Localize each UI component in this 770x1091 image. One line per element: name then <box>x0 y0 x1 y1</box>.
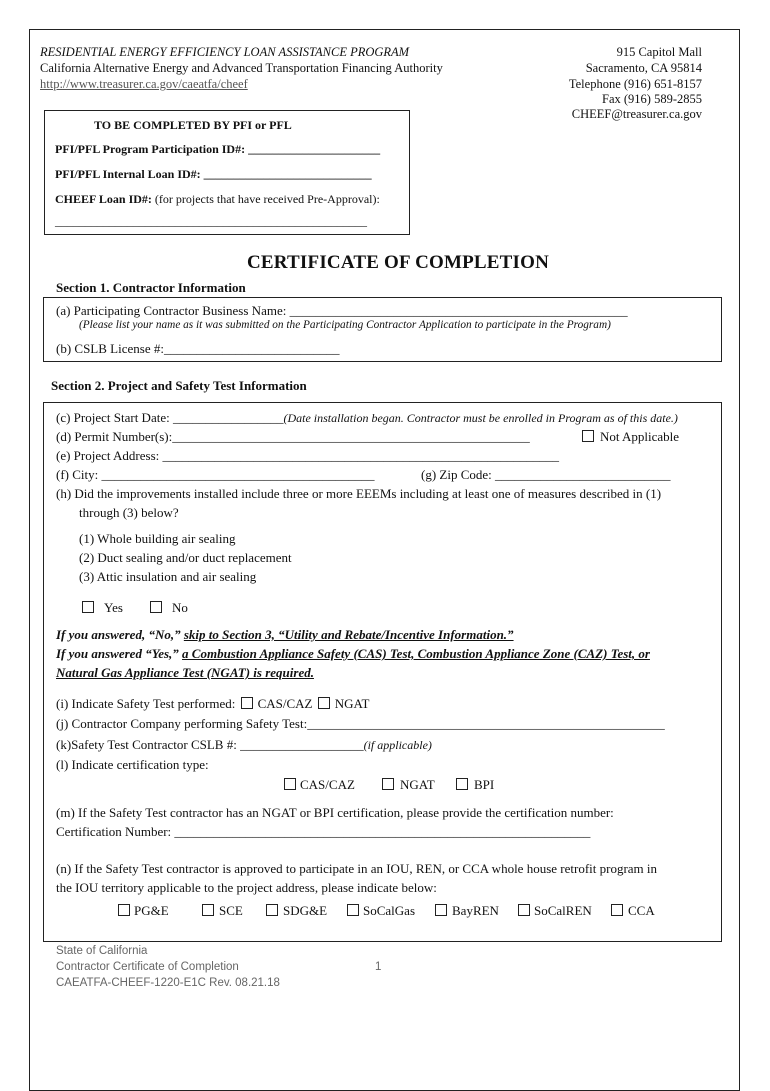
program-pge-option[interactable] <box>118 903 169 919</box>
no-option[interactable] <box>150 600 188 616</box>
safety-test-cslb-label: (k)Safety Test Contractor CSLB #: ___________________ <box>56 737 364 752</box>
program-question-line1: (n) If the Safety Test contractor is approved to participate in an IOU, REN, or CCA whole house retrofit program in <box>56 861 658 876</box>
measure-3: (3) Attic insulation and air sealing <box>79 569 257 584</box>
safety-test-cslb-note: (if applicable) <box>363 738 432 752</box>
program-pge-label: PG&E <box>134 903 169 918</box>
program-sdge-option[interactable] <box>266 903 327 919</box>
program-bayren-label: BayREN <box>452 903 499 918</box>
certification-type-label: (l) Indicate certification type: <box>56 757 209 772</box>
program-cca-label: CCA <box>628 903 655 918</box>
footer-form-code: CAEATFA-CHEEF-1220-E1C Rev. 08.21.18 <box>56 977 280 989</box>
cas-caz-label: CAS/CAZ <box>257 696 313 711</box>
program-sce-option[interactable] <box>202 903 243 919</box>
program-sdge-checkbox[interactable] <box>266 904 278 916</box>
if-no-instruction <box>56 627 514 643</box>
project-address-field[interactable]: (e) Project Address: _____________________________________________________________ <box>56 448 560 463</box>
footer-state: State of California <box>56 945 148 957</box>
project-start-date-note: (Date installation began. Contractor must be enrolled in Program as of this date.) <box>283 411 678 425</box>
project-start-date-field[interactable] <box>56 410 678 426</box>
if-yes-instruction-line2: Natural Gas Appliance Test (NGAT) is required. <box>56 665 314 680</box>
permit-number-field[interactable]: (d) Permit Number(s):_______________________________________________________ <box>56 429 530 444</box>
program-socalren-option[interactable] <box>518 903 592 919</box>
page-title: CERTIFICATE OF COMPLETION <box>247 252 550 273</box>
cert-bpi-label: BPI <box>474 777 495 792</box>
program-socalgas-option[interactable] <box>347 903 415 919</box>
if-yes-text: a Combustion Appliance Safety (CAS) Test, Combustion Appliance Zone (CAZ) Test, or <box>182 646 650 661</box>
contractor-business-name-field[interactable]: (a) Participating Contractor Business Name: ____________________________________________________ <box>56 303 628 318</box>
project-start-date-label: (c) Project Start Date: _________________ <box>56 410 284 425</box>
program-socalren-checkbox[interactable] <box>518 904 530 916</box>
no-label: No <box>172 600 188 615</box>
cheef-loan-id-note: (for projects that have received Pre-Approval): <box>151 192 380 206</box>
pfi-box-title: TO BE COMPLETED BY PFI or PFL <box>94 118 292 132</box>
yes-label: Yes <box>104 600 123 615</box>
footer-page-number: 1 <box>375 961 382 973</box>
cert-ngat-checkbox[interactable] <box>382 778 394 790</box>
telephone: Telephone (916) 651-8157 <box>568 77 702 91</box>
certification-number-field[interactable]: Certification Number: ________________________________________________________________ <box>56 824 591 839</box>
program-socalgas-label: SoCalGas <box>363 903 415 918</box>
certification-question: (m) If the Safety Test contractor has an NGAT or BPI certification, please provide the certification number: <box>56 805 614 820</box>
ngat-checkbox[interactable] <box>318 697 330 709</box>
safety-test-label: (i) Indicate Safety Test performed: <box>56 696 236 711</box>
cheef-loan-id-field[interactable] <box>55 192 380 207</box>
cert-cas-caz-option[interactable] <box>284 777 355 793</box>
ngat-label: NGAT <box>334 696 370 711</box>
eeem-question-line2: through (3) below? <box>79 505 179 520</box>
program-name: RESIDENTIAL ENERGY EFFICIENCY LOAN ASSISTANCE PROGRAM <box>40 45 410 59</box>
program-socalgas-checkbox[interactable] <box>347 904 359 916</box>
safety-test-performed-field[interactable] <box>56 696 369 712</box>
pfi-participation-id-field[interactable]: PFI/PFL Program Participation ID#: ______________________ <box>55 142 381 156</box>
zip-code-field[interactable]: (g) Zip Code: ___________________________ <box>421 467 671 482</box>
program-url-link[interactable]: http://www.treasurer.ca.gov/caeatfa/cheef <box>40 77 248 91</box>
not-applicable-checkbox[interactable] <box>582 430 594 442</box>
safety-test-company-field[interactable]: (j) Contractor Company performing Safety Test:_______________________________________________________ <box>56 716 665 731</box>
program-pge-checkbox[interactable] <box>118 904 130 916</box>
cert-ngat-label: NGAT <box>400 777 435 792</box>
safety-test-cslb-field[interactable] <box>56 737 432 753</box>
address-line-2: Sacramento, CA 95814 <box>585 61 702 75</box>
pfi-internal-loan-id-field[interactable]: PFI/PFL Internal Loan ID#: ____________________________ <box>55 167 372 181</box>
cert-cas-caz-label: CAS/CAZ <box>300 777 355 792</box>
eeem-question-line1: (h) Did the improvements installed include three or more EEEMs including at least one of measures described in (1) <box>56 486 662 501</box>
not-applicable-label: Not Applicable <box>600 429 680 444</box>
program-cca-option[interactable] <box>611 903 655 919</box>
yes-option[interactable] <box>82 600 123 616</box>
measure-2: (2) Duct sealing and/or duct replacement <box>79 550 292 565</box>
fax: Fax (916) 589-2855 <box>602 92 702 106</box>
section2-heading: Section 2. Project and Safety Test Information <box>51 378 307 393</box>
program-socalren-label: SoCalREN <box>534 903 592 918</box>
if-no-text: skip to Section 3, “Utility and Rebate/Incentive Information.” <box>183 627 514 642</box>
contractor-name-note: (Please list your name as it was submitted on the Participating Contractor Application to participate in the Program) <box>79 319 611 331</box>
cslb-license-field[interactable]: (b) CSLB License #:___________________________ <box>56 341 340 356</box>
cert-cas-caz-checkbox[interactable] <box>284 778 296 790</box>
measure-1: (1) Whole building air sealing <box>79 531 236 546</box>
if-no-prefix: If you answered, “No,” <box>56 627 184 642</box>
cert-ngat-option[interactable] <box>382 777 435 793</box>
footer-form-name: Contractor Certificate of Completion <box>56 961 239 973</box>
email: CHEEF@treasurer.ca.gov <box>571 107 702 121</box>
city-field[interactable]: (f) City: __________________________________________ <box>56 467 375 482</box>
section1-heading: Section 1. Contractor Information <box>56 280 246 295</box>
cert-bpi-option[interactable] <box>456 777 494 793</box>
if-yes-prefix: If you answered “Yes,” <box>56 646 183 661</box>
address-line-1: 915 Capitol Mall <box>616 45 702 59</box>
cheef-loan-id-label: CHEEF Loan ID#: <box>55 192 152 206</box>
yes-checkbox[interactable] <box>82 601 94 613</box>
cheef-loan-id-line[interactable]: ____________________________________________________ <box>55 214 367 228</box>
if-yes-instruction <box>56 646 650 662</box>
program-sdge-label: SDG&E <box>283 903 328 918</box>
not-applicable-option[interactable] <box>582 429 679 445</box>
program-sce-checkbox[interactable] <box>202 904 214 916</box>
program-sce-label: SCE <box>219 903 243 918</box>
program-bayren-checkbox[interactable] <box>435 904 447 916</box>
cert-bpi-checkbox[interactable] <box>456 778 468 790</box>
program-bayren-option[interactable] <box>435 903 499 919</box>
authority-name: California Alternative Energy and Advanced Transportation Financing Authority <box>40 61 443 75</box>
program-question-line2: the IOU territory applicable to the project address, please indicate below: <box>56 880 437 895</box>
program-cca-checkbox[interactable] <box>611 904 623 916</box>
no-checkbox[interactable] <box>150 601 162 613</box>
cas-caz-checkbox[interactable] <box>241 697 253 709</box>
